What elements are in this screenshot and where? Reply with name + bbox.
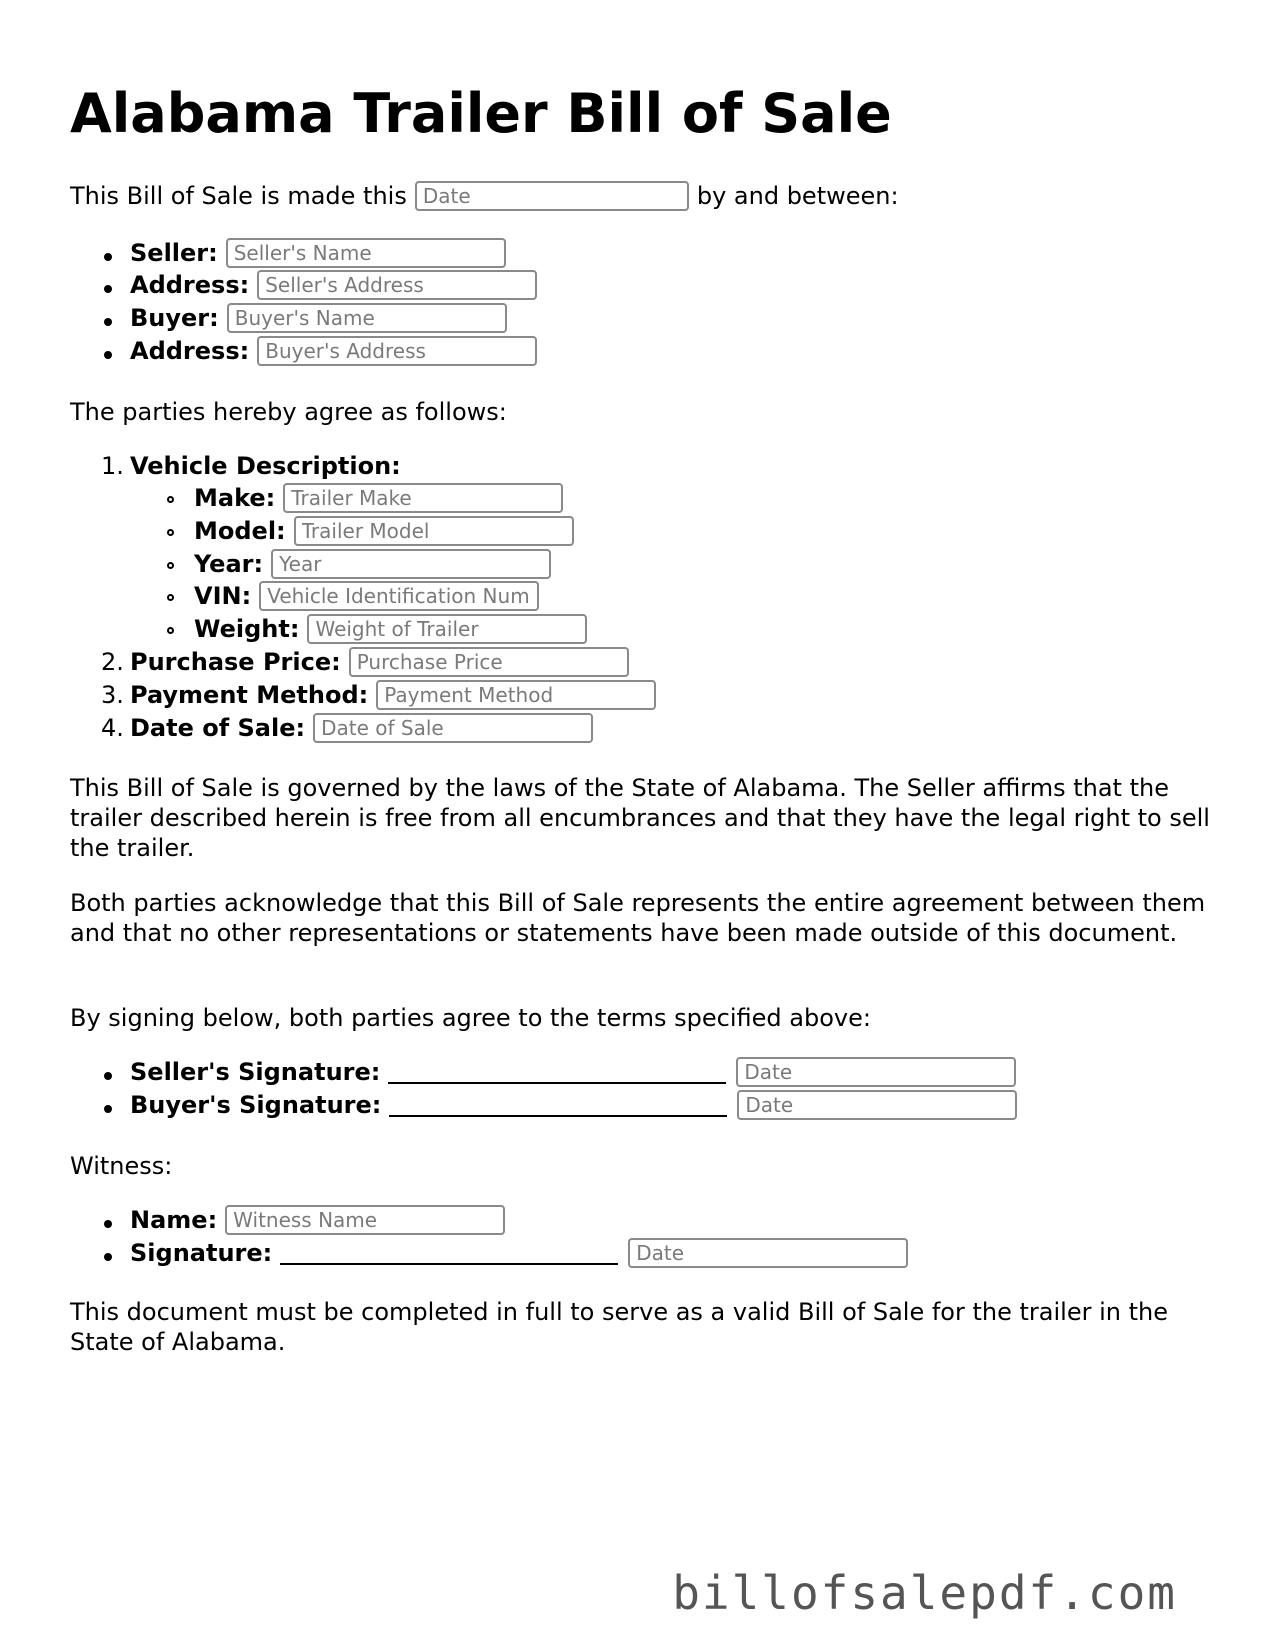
signing-statement: By signing below, both parties agree to the terms specified above: bbox=[70, 1004, 871, 1032]
payment-method-row bbox=[130, 680, 656, 710]
buyer-address-row bbox=[130, 336, 537, 366]
closing-paragraph: This document must be completed in full to serve as a valid Bill of Sale for the trailer in the State of Alabama. bbox=[70, 1298, 1168, 1356]
buyer-signature-row bbox=[130, 1090, 1017, 1120]
witness-signature-label: Signature: bbox=[130, 1239, 273, 1267]
term-number: 1. bbox=[101, 452, 124, 480]
term-number: 2. bbox=[101, 648, 124, 676]
seller-name-row bbox=[130, 238, 506, 268]
list-bullet bbox=[104, 1253, 112, 1261]
seller-label: Seller: bbox=[130, 239, 218, 267]
weight-label: Weight: bbox=[194, 615, 300, 643]
vin-label: VIN: bbox=[194, 582, 252, 610]
witness-name-input[interactable] bbox=[225, 1205, 505, 1235]
buyer-signature-label: Buyer's Signature: bbox=[130, 1091, 382, 1119]
sublist-bullet bbox=[167, 594, 174, 601]
intro-line bbox=[70, 181, 899, 211]
list-bullet bbox=[104, 1220, 112, 1228]
intro-text-after: by and between: bbox=[696, 182, 899, 210]
weight-input[interactable] bbox=[307, 614, 587, 644]
sublist-bullet bbox=[167, 627, 174, 634]
weight-row bbox=[194, 614, 587, 644]
buyer-label: Buyer: bbox=[130, 304, 219, 332]
list-bullet bbox=[104, 351, 112, 359]
purchase-price-label: Purchase Price: bbox=[130, 648, 341, 676]
payment-method-input[interactable] bbox=[376, 680, 656, 710]
purchase-price-row bbox=[130, 647, 629, 677]
entire-agreement-paragraph: Both parties acknowledge that this Bill of Sale represents the entire agreement between them and that no other representations or statements have been made outside of this document. bbox=[70, 889, 1206, 947]
list-bullet bbox=[104, 1105, 112, 1113]
governing-law-paragraph: This Bill of Sale is governed by the laws of the State of Alabama. The Seller affirms that the trailer described herein is free from all encumbrances and that they have the legal right to sell the trailer. bbox=[70, 774, 1210, 862]
witness-heading: Witness: bbox=[70, 1152, 173, 1180]
seller-address-label: Address: bbox=[130, 271, 250, 299]
model-row bbox=[194, 516, 574, 546]
intro-text-before: This Bill of Sale is made this bbox=[70, 182, 407, 210]
seller-address-input[interactable] bbox=[257, 270, 537, 300]
list-bullet bbox=[104, 318, 112, 326]
page-title: Alabama Trailer Bill of Sale bbox=[70, 82, 892, 145]
payment-method-label: Payment Method: bbox=[130, 681, 369, 709]
seller-signature-date-input[interactable] bbox=[736, 1057, 1016, 1087]
year-input[interactable] bbox=[271, 549, 551, 579]
vehicle-description-row bbox=[130, 451, 401, 481]
agree-text: The parties hereby agree as follows: bbox=[70, 398, 507, 426]
seller-signature-line[interactable] bbox=[388, 1060, 726, 1084]
buyer-address-label: Address: bbox=[130, 337, 250, 365]
witness-signature-row bbox=[130, 1238, 908, 1268]
date-of-sale-row bbox=[130, 713, 593, 743]
model-label: Model: bbox=[194, 517, 286, 545]
trailer-model-input[interactable] bbox=[294, 516, 574, 546]
sublist-bullet bbox=[167, 562, 174, 569]
list-bullet bbox=[104, 1072, 112, 1080]
witness-name-label: Name: bbox=[130, 1206, 218, 1234]
seller-signature-label: Seller's Signature: bbox=[130, 1058, 381, 1086]
vehicle-description-label: Vehicle Description: bbox=[130, 452, 401, 480]
vin-input[interactable] bbox=[259, 581, 539, 611]
make-label: Make: bbox=[194, 484, 276, 512]
witness-name-row bbox=[130, 1205, 505, 1235]
term-number: 3. bbox=[101, 681, 124, 709]
list-bullet bbox=[104, 285, 112, 293]
buyer-address-input[interactable] bbox=[257, 336, 537, 366]
buyer-signature-line[interactable] bbox=[389, 1093, 727, 1117]
date-of-sale-label: Date of Sale: bbox=[130, 714, 306, 742]
year-label: Year: bbox=[194, 550, 264, 578]
sublist-bullet bbox=[167, 529, 174, 536]
seller-signature-row bbox=[130, 1057, 1016, 1087]
buyer-name-input[interactable] bbox=[227, 303, 507, 333]
list-bullet bbox=[104, 253, 112, 261]
buyer-name-row bbox=[130, 303, 507, 333]
trailer-make-input[interactable] bbox=[283, 483, 563, 513]
seller-name-input[interactable] bbox=[226, 238, 506, 268]
witness-signature-line[interactable] bbox=[280, 1241, 618, 1265]
witness-signature-date-input[interactable] bbox=[628, 1238, 908, 1268]
term-number: 4. bbox=[101, 714, 124, 742]
sublist-bullet bbox=[167, 496, 174, 503]
sale-date-input[interactable] bbox=[415, 181, 689, 211]
date-of-sale-input[interactable] bbox=[313, 713, 593, 743]
make-row bbox=[194, 483, 563, 513]
seller-address-row bbox=[130, 270, 537, 300]
watermark: billofsalepdf.com bbox=[672, 1566, 1177, 1620]
buyer-signature-date-input[interactable] bbox=[737, 1090, 1017, 1120]
purchase-price-input[interactable] bbox=[349, 647, 629, 677]
year-row bbox=[194, 549, 551, 579]
vin-row bbox=[194, 581, 539, 611]
